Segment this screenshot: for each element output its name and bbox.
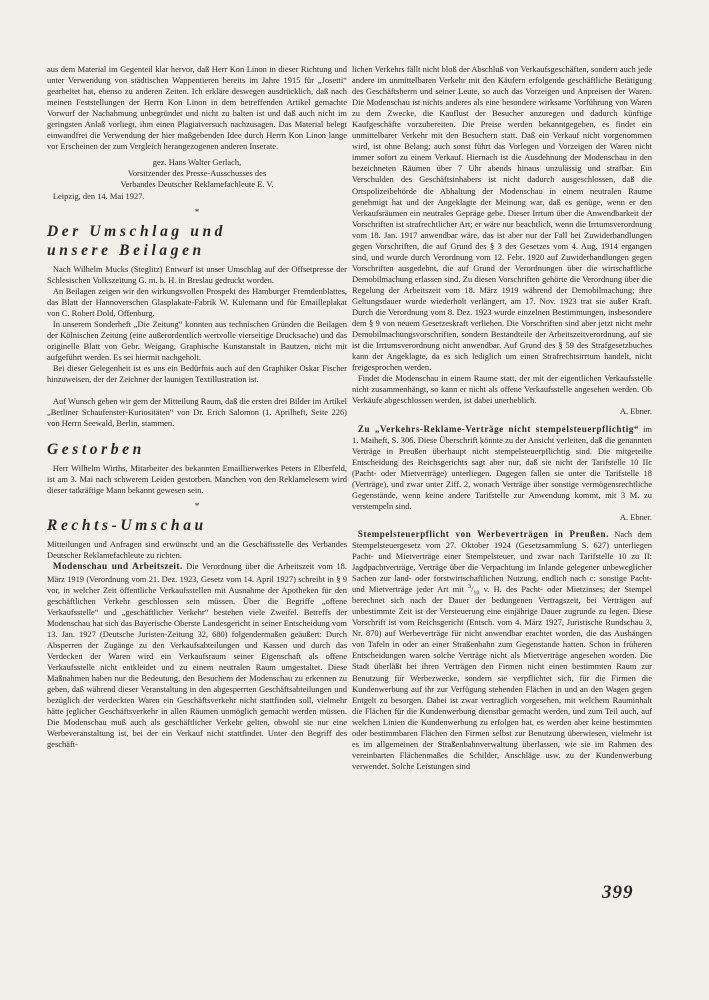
beilagen-paragraph: An Beilagen zeigen wir den wirkungsvollen Prospekt des Hamburger Fremdenblattes, das Blatt der Hannoverschen Glasplakate-Fabrik W. Kulemann und für Emailleplakat von C. Robert Dold, Offenburg. (47, 285, 347, 318)
rechts-umschau-heading: Rechts-Umschau (47, 517, 207, 535)
fraction-numerator: 3 (468, 584, 472, 591)
modenschau-heading: Modenschau und Arbeitszeit. (52, 562, 183, 573)
place-date: Leipzig, den 14. Mai 1927. (52, 190, 145, 201)
graphiker-paragraph: Bei dieser Gelegenheit ist es uns ein Bedürfnis auch auf den Graphiker Oskar Fischer hinzuweisen, der der Zeichner der launigen Textillustration ist. (47, 362, 347, 385)
verkehrs-reklame-text: im 1. Maiheft, S. 306. Diese Überschrift könnte zu der Ansicht verleiten, daß die genannten Verträge in Preußen überhaupt nicht stempelsteuerpflichtig sind. Die mitgeteilte Entscheidung des Reichsgerichts sagt aber nur, daß sie nicht der Tarifstelle 10 IIc (Pacht- oder Mietverträge) unterliegen. Dagegen fallen sie unter die Tarifstelle 18 (Verträge), und zwar unter Ziff. 2, wonach Verträge über sonstige vermögensrechtliche Gegenstände, wenn keine andere Tarifstelle zur Anwendung kommt, mit 3 M. zu verstempeln sind. (352, 423, 652, 511)
umschlag-heading (47, 222, 347, 260)
umschlag-heading-line2: unsere Beilagen (47, 241, 205, 259)
umschlag-paragraph: Nach Wilhelm Mucks (Steglitz) Entwurf ist unser Umschlag auf der Offsetpresse der Schlesischen Volkszeitung G. m. b. H. in Breslau gedruckt worden. (47, 263, 347, 285)
umschlag-heading-line1: Der Umschlag und (47, 222, 227, 240)
verkehrs-reklame-paragraph (352, 424, 652, 512)
stempelsteuer-paragraph: Stempelsteuerpflicht von Werbeverträgen in Preußen. Nach dem Stempelsteuergesetz vom 27. Oktober 1924 (Gesetzsammlung S. 627) unterliegen Pacht- und Mietverträge einer Stempelsteuer, und zwar nach Tarifstelle 10 zu II: Jagdpachtverträge, Verträge über die Verpachtung im Inlande gelegener unbeweglicher Sachen zur land- oder forstwirtschaftlichen Nutzung, endlich nach c: sonstige Pacht- und Mietverträge jeder Art mit $^3/_{10}$ v. H. des Pacht- oder Mietzinses; der Stempel berechnet sich nach der Dauer der bedungenen Vertragszeit, bei Verträgen auf unbestimmte Zeit ist der Versteuerung eine einjährige Dauer zugrunde zu legen. Diese Vorschrift ist vom Reichsgericht (Entsch. vom 4. März 1927, Juristische Rundschau 3, Nr. 870) auf Werbeverträge für nicht anwendbar erachtet worden, die das Aushängen von Tafeln in oder an einer Straßenbahn zum Gegenstande hatten. Schon in früheren Entscheidungen waren solche Verträge nicht als Mietverträge angesehen worden. Die Stadt überläßt bei ihren Verträgen den Firmen nicht einen bestimmten Raum zur Benutzung für Werbezwecke, sondern sie verpflichtet sich, für die Firmen die Kundenwerbung auf ihr zur Verfügung stehenden Flächen in und an den Wagen gegen Entgelt zu besorgen. Dabei ist zwar vertraglich vorgesehen, mit welchem Rauminhalt die Flächen für die Kundenwerbung dienstbar gemacht werden, und zum Teil auch, auf welchen Linien die Kundenwerbung zu erfolgen hat, es werden aber keine bestimmten oder bestimmbaren Flächen den Firmen selbst zur Benutzung überwiesen, vielmehr ist es im allgemeinen der Straßenbahnverwaltung überlassen, wie sie im Rahmen des vereinbarten Flächenmaßes die Schilder, Anschläge usw. zu der Kundenwerbung verwendet. Solche Leistungen sind (352, 528, 653, 771)
modenschau-paragraph (47, 561, 347, 750)
gestorben-paragraph: Herr Wilhelm Wirths, Mitarbeiter des bekannten Emaillierwerkes Peters in Elberfeld, ist am 3. Mai nach schwerem Leiden gestorben. Manchen von den Reklamelesern wird dieser tatkräftige Mann bekannt gewesen sein. (47, 463, 347, 496)
sonderheft-paragraph: In unserem Sonderheft „Die Zeitung“ konnten aus technischen Gründen die Beilagen der Kölnischen Zeitung (eine außerordentlich wertvolle vierseitige Drucksache) und das originelle Blatt von Gebr. Weigang, Graphische Kunstanstalt in Bautzen, nicht mit aufgeführt werden. Es sei hiermit nachgeholt. (47, 318, 347, 362)
mitteilung-paragraph: Auf Wunsch geben wir gern der Mitteilung Raum, daß die ersten drei Bilder im Artikel „Berliner Schaufenster-Kuriositäten“ von Dr. Erich Salomon (1. Aprilheft, Seite 226) von Herrn Seewald, Berlin, stammen. (47, 396, 347, 429)
author-attribution: A. Ebner. (619, 406, 652, 417)
stempelsteuer-text-a: Nach dem Stempelsteuergesetz vom 27. Oktober 1924 (Gesetzsammlung S. 627) unterliegen Pacht- und Mietverträge einer Stempelsteuer, und zwar nach Tarifstelle 10 zu II: Jagdpachtverträge, Verträge über die Verpachtung im Inlande gelegener unbeweglicher Sachen zur land- oder forstwirtschaftlichen Nutzung, endlich nach c: sonstige Pacht- und Mietverträge jeder Art mit (352, 528, 652, 595)
gerlach-statement: aus dem Material im Gegenteil klar hervor, daß Herr Kon Linon in dieser Richtung und unter Verwendung von städtischen Wappentieren bereits im Jahre 1915 für „Josetti“ gearbeitet hat, ebenso zu anderen Zeiten. Ich erkläre deswegen ausdrücklich, daß nach meinen Feststellungen der Herrn Kon Linon in dem betreffenden Artikel gemachte Vorwurf der Nachahmung unbegründet und nicht zu halten ist und daß auch nicht im geringsten Anlaß vorliegt, ihm einen Plagiatversuch nachzusagen. Das Material belegt einwandfrei die Verwendung der hier maßgebenden Idee durch Herrn Kon Linon lange vor Erscheinen der zum Vergleich herangezogenen anderen Inserate. (47, 64, 347, 152)
page-number: 399 (602, 882, 634, 903)
signature-org: Verbandes Deutscher Reklamefachleute E. V. (120, 179, 274, 190)
signature-title: Vorsitzender des Presse-Ausschusses des (127, 168, 267, 179)
signature-block (47, 157, 347, 190)
verkehrs-reklame-heading: Zu „Verkehrs-Reklame-Verträge nicht stempelsteuerpflichtig“ (357, 423, 640, 434)
modenschau-continued: lichen Verkehrs fällt nicht bloß der Abschluß von Verkaufsgeschäften, sondern auch jede andere im unmittelbaren Verkehr mit den Käufern erfolgende geschäftliche Betätigung des Geschäftsherrn und seiner Leute, so auch das Vorzeigen und Anpreisen der Waren. Die Modenschau ist nichts anderes als eine besondere wirksame Vorführung von Waren zu dem Zwecke, die Kauflust der Besucher anzuregen und dadurch künftige Kaufgeschäfte vorzubereiten. Die Preise werden bekanntgegeben, es findet ein unmittelbarer Verkehr mit den Besuchern statt. Daß ein Verkauf nicht vorgenommen wird, ist ohne Belang; auch sonst führt das Vorlegen und Vorzeigen der Waren nicht immer sofort zu einem Verkauf. Hiernach ist die Ausdehnung der Modenschau in den bezeichneten Räumen über 7 Uhr abends hinaus unzulässig und strafbar. Ein Verschulden des Geschäftsinhabers ist nicht dadurch ausgeschlossen, daß die Ortspolizeibehörde die Abhaltung der Modenschau in einem neutralen Raume genehmigt hat und der Angeklagte der Meinung war, daß es genüge, wenn er den Verkaufsräumen ein neutrales Gepräge gebe. Dieser Irrtum über die Anwendbarkeit der Vorschriften ist strafrechtlicher Art; er wäre nur beachtlich, wenn die Irrtumsverordnung vom 18. Jan. 1917 anwendbar wäre, das ist aber nur der Fall bei Zuwiderhandlungen gegen Vorschriften, die auf Grund des § 3 des Gesetzes vom 4. Aug. 1914 ergangen sind, und wurde durch Verordnung vom 12. Febr. 1920 auf Zuwiderhandlungen gegen Vorschriften ausgedehnt, die auf Grund der Verordnungen über die wirtschaftliche Demobilmachung erlassen sind. Zu diesen Vorschriften gehörte die Verordnung über die Regelung der Arbeitszeit vom 18. März 1919 während der Demobilmachung; ihre Geltungsdauer wurde wiederholt verlängert, am 17. Nov. 1923 trat sie außer Kraft. Durch die Verordnung vom 8. Dez. 1923 wurde einzelnen Bestimmungen, insbesondere dem § 9 von neuem Gesetzeskraft verliehen. Die Vorschriften sind aber jetzt nicht mehr Demobilmachungsvorschriften, sondern Bestandteile der Arbeitszeitverordnung, auf sie ist die Irrtumsverordnung nicht anwendbar. Auf Grund des § 59 des Strafgesetzbuches kann der Angeklagte, da es sich lediglich um einen Strafrechtsirrtum handelt, nicht freigesprochen werden. (352, 64, 652, 373)
author-attribution: A. Ebner. (619, 511, 652, 522)
section-divider-star: * (194, 501, 200, 512)
modenschau-conclusion: Findet die Modenschau in einem Raume statt, der mit der eigentlichen Verkaufsstelle nicht zusammenhängt, so kann er nicht als offene Verkaufsstelle angesehen werden. Ob Verkäufe abgeschlossen werden, ist dabei unerheblich. (352, 373, 652, 406)
modenschau-text: Die Verordnung über die Arbeitszeit vom 18. März 1919 (Verordnung vom 21. Dez. 1923, Gesetz vom 14. April 1927) schreibt in § 9 vor, in welcher Zeit öffentliche Verkaufsstellen mit Ausnahme der Apotheken für den geschäftlichen Verkehr geschlossen sein müssen. Über die Begriffe „offene Verkaufsstelle“ und „geschäftlicher Verkehr“ bestehen viele Zweifel. Betreffs der Modenschau hat sich das Bayerische Oberste Landesgericht in seiner Entscheidung vom 13. Jan. 1927 (Deutsche Juristen-Zeitung 32, 680) folgendermaßen geäußert: Durch Absperren der Zugänge zu den Verkaufsabteilungen und Kassen und durch das Verdecken der Waren wird ein Verkaufsraum seiner Eigenschaft als offene Verkaufsstelle nicht entkleidet und zu einem neutralen Raum umgestaltet. Diese Maßnahmen haben nur die Bedeutung, den Besuchern der Modenschau zu erkennen zu geben, daß während dieser Veranstaltung in den abgesperrten Geschäftsabteilungen und bezüglich der verdeckten Waren ein Geschäftsverkehr nicht stattfinden soll, vielmehr hätte jeglicher Geschäftsverkehr in allen Räumen unmöglich gemacht werden müssen. Die Modenschau muß auch als geschäftlicher Verkehr gelten, obwohl sie nur eine Werbeveranstaltung ist, bei der ein Verkauf nicht stattfindet. Unter den Begriff des geschäft- (47, 561, 347, 750)
section-divider-star: * (194, 206, 200, 217)
rechts-intro: Mitteilungen und Anfragen sind erwünscht und an die Geschäftsstelle des Verbandes Deutscher Reklamefachleute zu richten. (47, 539, 347, 561)
stempelsteuer-heading: Stempelsteuerpflicht von Werbeverträgen in Preußen. (357, 528, 609, 539)
signature-name: gez. Hans Walter Gerlach, (152, 157, 242, 168)
left-column (47, 64, 347, 750)
stempelsteuer-text-b: v. H. des Pacht- oder Mietzinses; der Stempel berechnet sich nach der Dauer der bedungenen Vertragszeit, bei Verträgen auf unbestimmte Zeit ist der Versteuerung eine einjährige Dauer zugrunde zu legen. Diese Vorschrift ist vom Reichsgericht (Entsch. vom 4. März 1927, Juristische Rundschau 3, Nr. 870) auf Werbeverträge für nicht anwendbar erachtet worden, die das Aushängen von Tafeln in oder an einer Straßenbahn zum Gegenstande hatten. Schon in früheren Entscheidungen waren solche Verträge nicht als Mietverträge angesehen worden. Die Stadt überläßt bei ihren Verträgen den Firmen nicht einen bestimmten Raum zur Benutzung für Werbezwecke, sondern sie verpflichtet sich, für die Firmen die Kundenwerbung auf ihr zur Verfügung stehenden Flächen in und an den Wagen gegen Entgelt zu besorgen. Dabei ist zwar vertraglich vorgesehen, mit welchem Rauminhalt die Flächen für die Kundenwerbung dienstbar gemacht werden, und zum Teil auch, auf welchen Linien die Kundenwerbung zu erfolgen hat, es werden aber keine bestimmten oder bestimmbaren Flächen den Firmen selbst zur Benutzung überwiesen, vielmehr ist es im allgemeinen der Straßenbahnverwaltung überlassen, wie sie im Rahmen des vereinbarten Flächenmaßes die Schilder, Anschläge usw. zu der Kundenwerbung verwendet. Solche Leistungen sind (352, 584, 653, 771)
gestorben-heading: Gestorben (47, 441, 145, 459)
fraction-denominator: 10 (473, 590, 480, 597)
right-column (352, 64, 652, 772)
